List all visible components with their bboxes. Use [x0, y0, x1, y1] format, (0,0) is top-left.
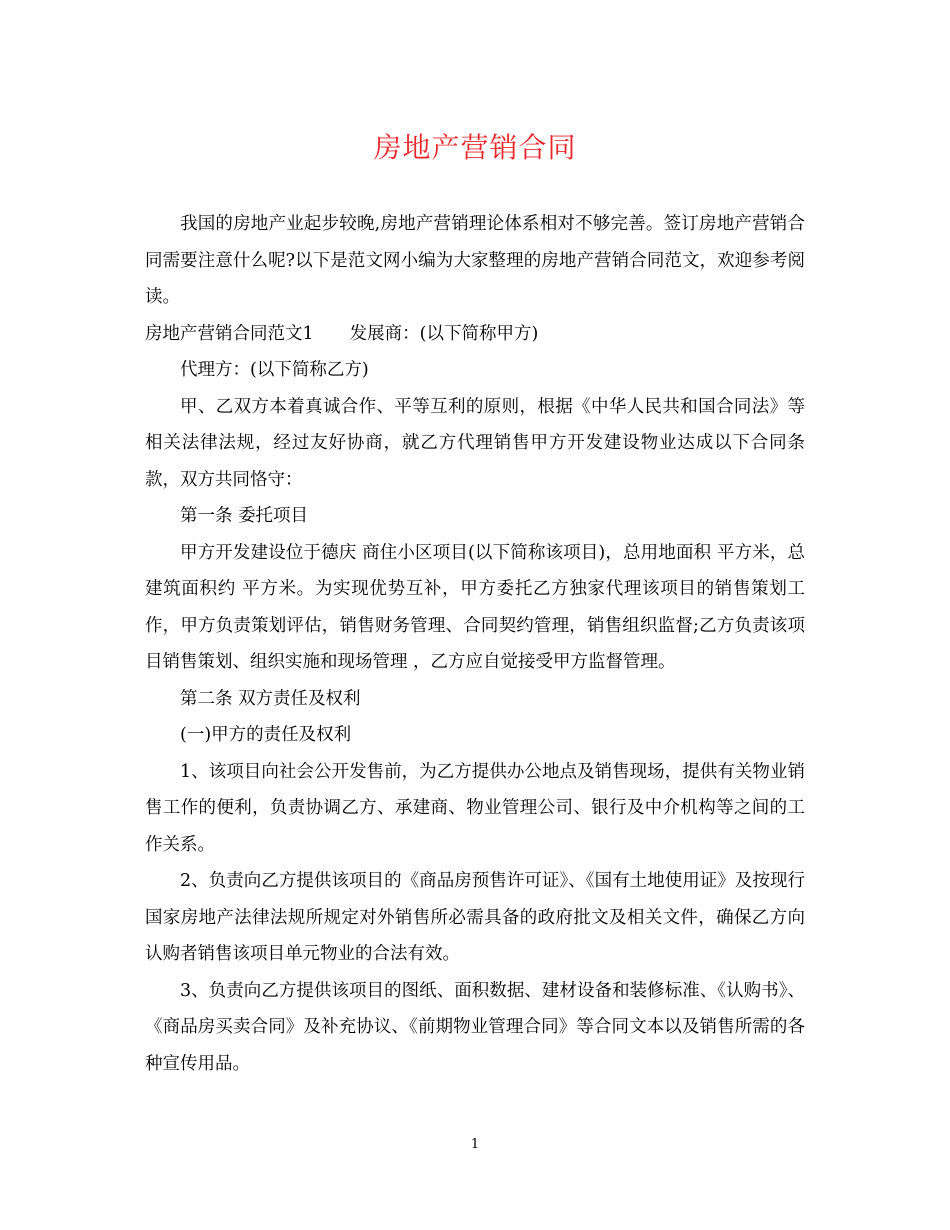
intro-paragraph: 我国的房地产业起步较晚,房地产营销理论体系相对不够完善。签订房地产营销合同需要注意什么呢?以下是范文网小编为大家整理的房地产营销合同范文，欢迎参考阅读。 — [145, 214, 805, 307]
developer-party-line: 发展商：(以下简称甲方) — [349, 323, 539, 344]
page-number: 1 — [470, 1137, 480, 1152]
document-title: 房地产营销合同 — [373, 131, 577, 164]
document-body — [145, 206, 805, 1082]
contract-sample-title: 房地产营销合同范文1 — [145, 323, 314, 344]
article-1-paragraph: 甲方开发建设位于德庆 商住小区项目(以下简称该项目)，总用地面积 平方米，总建筑面积约 平方米。为实现优势互补，甲方委托乙方独家代理该项目的销售策划工作，甲方负责策划评估，销售财务管理、合同契约管理，销售组织监督;乙方负责该项目销售策划、组织实施和现场管理 ，乙方应自觉接受甲方监督管理。 — [145, 542, 805, 672]
article-1-heading: 第一条 委托项目 — [180, 506, 309, 526]
party-a-section-heading: (一)甲方的责任及权利 — [180, 725, 352, 745]
clause-1-paragraph: 1、该项目向社会公开发售前，为乙方提供办公地点及销售现场，提供有关物业销售工作的便利，负责协调乙方、承建商、物业管理公司、银行及中介机构等之间的工作关系。 — [145, 761, 805, 855]
preamble-paragraph: 甲、乙双方本着真诚合作、平等互利的原则，根据《中华人民共和国合同法》等相关法律法规，经过友好协商，就乙方代理销售甲方开发建设物业达成以下合同条款，双方共同恪守： — [145, 396, 805, 490]
agent-party-line: 代理方：(以下简称乙方) — [180, 360, 369, 380]
contract-heading-line — [145, 316, 805, 353]
clause-2-paragraph: 2、负责向乙方提供该项目的《商品房预售许可证》、《国有土地使用证》及按现行国家房地产法律法规所规定对外销售所必需具备的政府批文及相关文件，确保乙方向认购者销售该项目单元物业的合法有效。 — [145, 871, 805, 964]
clause-3-paragraph: 3、负责向乙方提供该项目的图纸、面积数据、建材设备和装修标准、《认购书》、《商品房买卖合同》及补充协议、《前期物业管理合同》等合同文本以及销售所需的各种宣传用品。 — [145, 980, 805, 1074]
article-2-heading: 第二条 双方责任及权利 — [180, 688, 361, 709]
